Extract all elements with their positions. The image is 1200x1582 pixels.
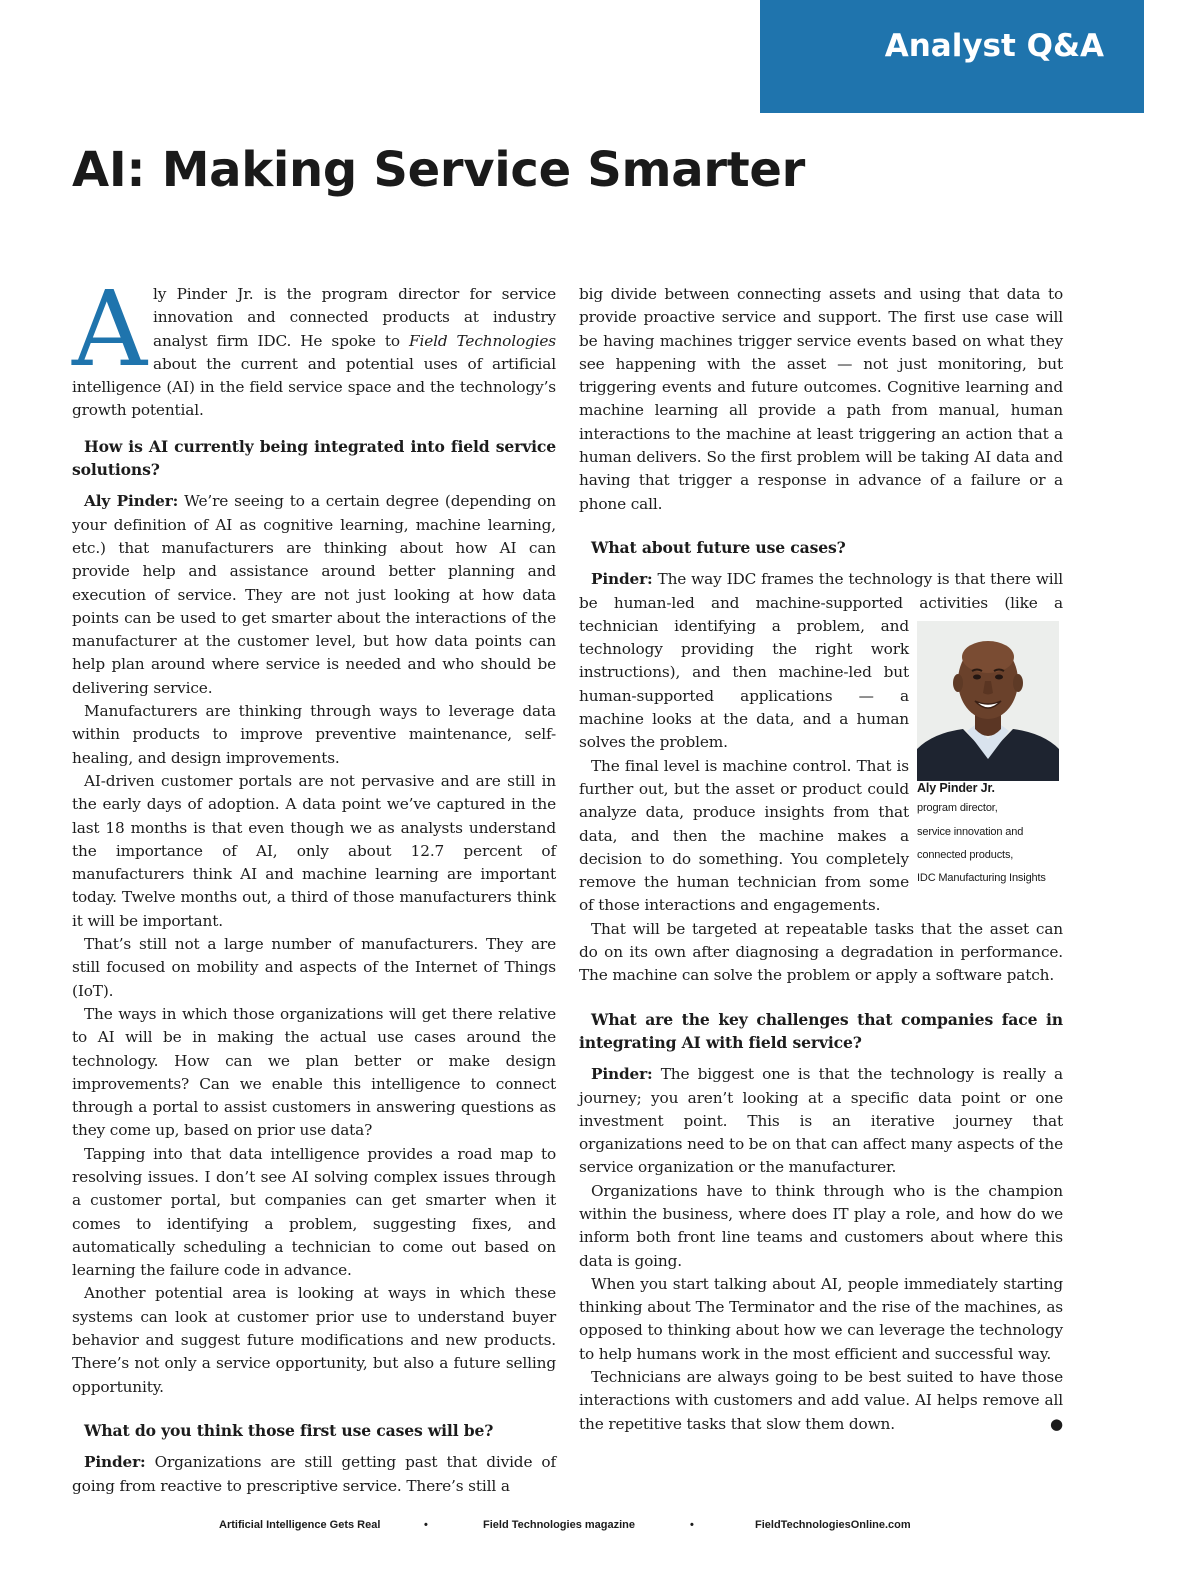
speaker-label: Aly Pinder: (84, 492, 179, 511)
answer-text: technician identifying a problem, and technology providing the right work instructions), and then machine-led but human-supported applications — a machine looks at the data, and a human solves the problem. (579, 616, 909, 752)
intro-paragraph (72, 268, 556, 423)
answer-paragraph: The final level is machine control. That is further out, but the asset or product could analyze data, produce insights from that data, and then the machine makes a decision to do something. You completely remove the human technician from some of those interactions and engagements. (579, 756, 909, 915)
end-mark: ● (1050, 1414, 1063, 1433)
answer-paragraph: Manufacturers are thinking through ways to leverage data within products to improve preventive maintenance, self-healing, and design improvements. (72, 702, 556, 767)
answer-paragraph (72, 490, 556, 700)
question-heading: What do you think those first use cases will be? (84, 1420, 494, 1440)
portrait-figure (917, 621, 1063, 889)
portrait-photo (917, 621, 1059, 781)
answer-text: Technicians are always going to be best suited to have those interactions with customers and add value. AI helps remove all the repetitive tasks that slow them down. (579, 1368, 1063, 1433)
answer-paragraph: AI-driven customer portals are not pervasive and are still in the early days of adoption. A data point we’ve captured in the last 18 months is that even though we as analysts understand the importance of AI, only about 12.7 percent of manufacturers think AI and machine learning are important today. Twelve months out, a third of those manufacturers think it will be important. (72, 771, 556, 930)
answer-paragraph (72, 1451, 556, 1498)
photo-caption (917, 781, 1063, 884)
drop-cap: A (72, 268, 147, 390)
intro-text: ly Pinder Jr. is the program director for service innovation and connected products at industry analyst firm IDC. He spoke to (152, 285, 556, 350)
caption-line: service innovation and (917, 825, 1024, 838)
caption-line: program director, (917, 802, 998, 815)
answer-text: Organizations are still getting past that divide of going from reactive to prescriptive service. There’s still a (72, 1453, 556, 1495)
intro-text-end: about the current and potential uses of artificial intelligence (AI) in the field service space and the technology’s growth potential. (72, 354, 556, 420)
speaker-label: Pinder: (84, 1453, 146, 1472)
footer-separator: • (424, 1519, 428, 1531)
answer-paragraph: That will be targeted at repeatable tasks that the asset can do on its own after diagnosing a degradation in performance. The machine can solve the problem or apply a software patch. (579, 919, 1063, 985)
footer-section: Artificial Intelligence Gets Real (219, 1519, 381, 1531)
question-heading: How is AI currently being integrated into field service solutions? (72, 436, 556, 480)
answer-paragraph: The ways in which those organizations will get there relative to AI will be in making the actual use cases around the technology. How can we plan better or make design improvements? Can we enable this intelligence to connect through a portal to assist customers in answering questions as they come up, based on prior use data? (72, 1004, 556, 1140)
answer-paragraph: big divide between connecting assets and using that data to provide proactive service and support. The first use case will be having machines trigger service events based on what they see happening with the asset — not just monitoring, but triggering events and future outcomes. Cognitive learning and machine learning all provide a path from manual, human interactions to the machine at least triggering an action that a human delivers. So the first problem will be taking AI data and having that trigger a response in advance of a failure or a phone call. (579, 285, 1063, 513)
publication-name: Field Technologies (409, 331, 556, 350)
answer-paragraph: Organizations have to think through who is the champion within the business, where does IT play a role, and how do we inform both front line teams and customers about where this data is going. (579, 1181, 1063, 1270)
right-column (579, 283, 1063, 1436)
speaker-label: Pinder: (591, 570, 653, 589)
article-title: AI: Making Service Smarter (72, 142, 805, 198)
section-tag (760, 0, 1144, 113)
answer-paragraph: That’s still not a large number of manufacturers. They are still focused on mobility and aspects of the Internet of Things (IoT). (72, 935, 556, 1000)
caption-line: connected products, (917, 848, 1014, 861)
answer-text: The biggest one is that the technology is really a journey; you aren’t looking at a specific data point or one investment point. This is an iterative journey that organizations need to be on that can affect many aspects of the service organization or the manufacturer. (579, 1065, 1063, 1177)
answer-paragraph (579, 1366, 1063, 1436)
caption-name: Aly Pinder Jr. (917, 780, 995, 795)
footer-magazine: Field Technologies magazine (483, 1519, 635, 1531)
left-column (72, 268, 556, 1498)
question-heading: What about future use cases? (591, 537, 846, 557)
answer-text: We’re seeing to a certain degree (depending on your definition of AI as cognitive learning, machine learning, etc.) that manufacturers are thinking about how AI can provide help and assistance around better planning and execution of service. They are not just looking at how data points can be used to get smarter about the interactions of the manufacturer at the customer level, but how data points can help plan around where service is needed and who should be delivering service. (72, 492, 556, 697)
section-tag-label: Analyst Q&A (884, 28, 1104, 64)
answer-paragraph: When you start talking about AI, people immediately starting thinking about The Terminator and the rise of the machines, as opposed to thinking about how we can leverage the technology to help humans work in the most efficient and successful way. (579, 1274, 1063, 1363)
answer-paragraph: Another potential area is looking at ways in which these systems can look at customer prior use to understand buyer behavior and suggest future modifications and new products. There’s not only a service opportunity, but also a future selling opportunity. (72, 1284, 556, 1396)
speaker-label: Pinder: (591, 1065, 653, 1084)
page-footer (0, 1519, 1200, 1539)
caption-line: IDC Manufacturing Insights (917, 872, 1046, 885)
question-heading: What are the key challenges that companies face in integrating AI with field service? (579, 1009, 1063, 1052)
answer-paragraph (579, 1063, 1063, 1179)
answer-text: The way IDC frames the technology is that there will be human-led and machine-supported activities (like a (579, 570, 1063, 612)
footer-separator: • (690, 1519, 694, 1531)
footer-website: FieldTechnologiesOnline.com (755, 1519, 911, 1531)
answer-paragraph: Tapping into that data intelligence provides a road map to resolving issues. I don’t see AI solving complex issues through a customer portal, but companies can get smarter when it comes to identifying a problem, suggesting fixes, and automatically scheduling a technician to come out based on learning the failure code in advance. (72, 1144, 556, 1280)
